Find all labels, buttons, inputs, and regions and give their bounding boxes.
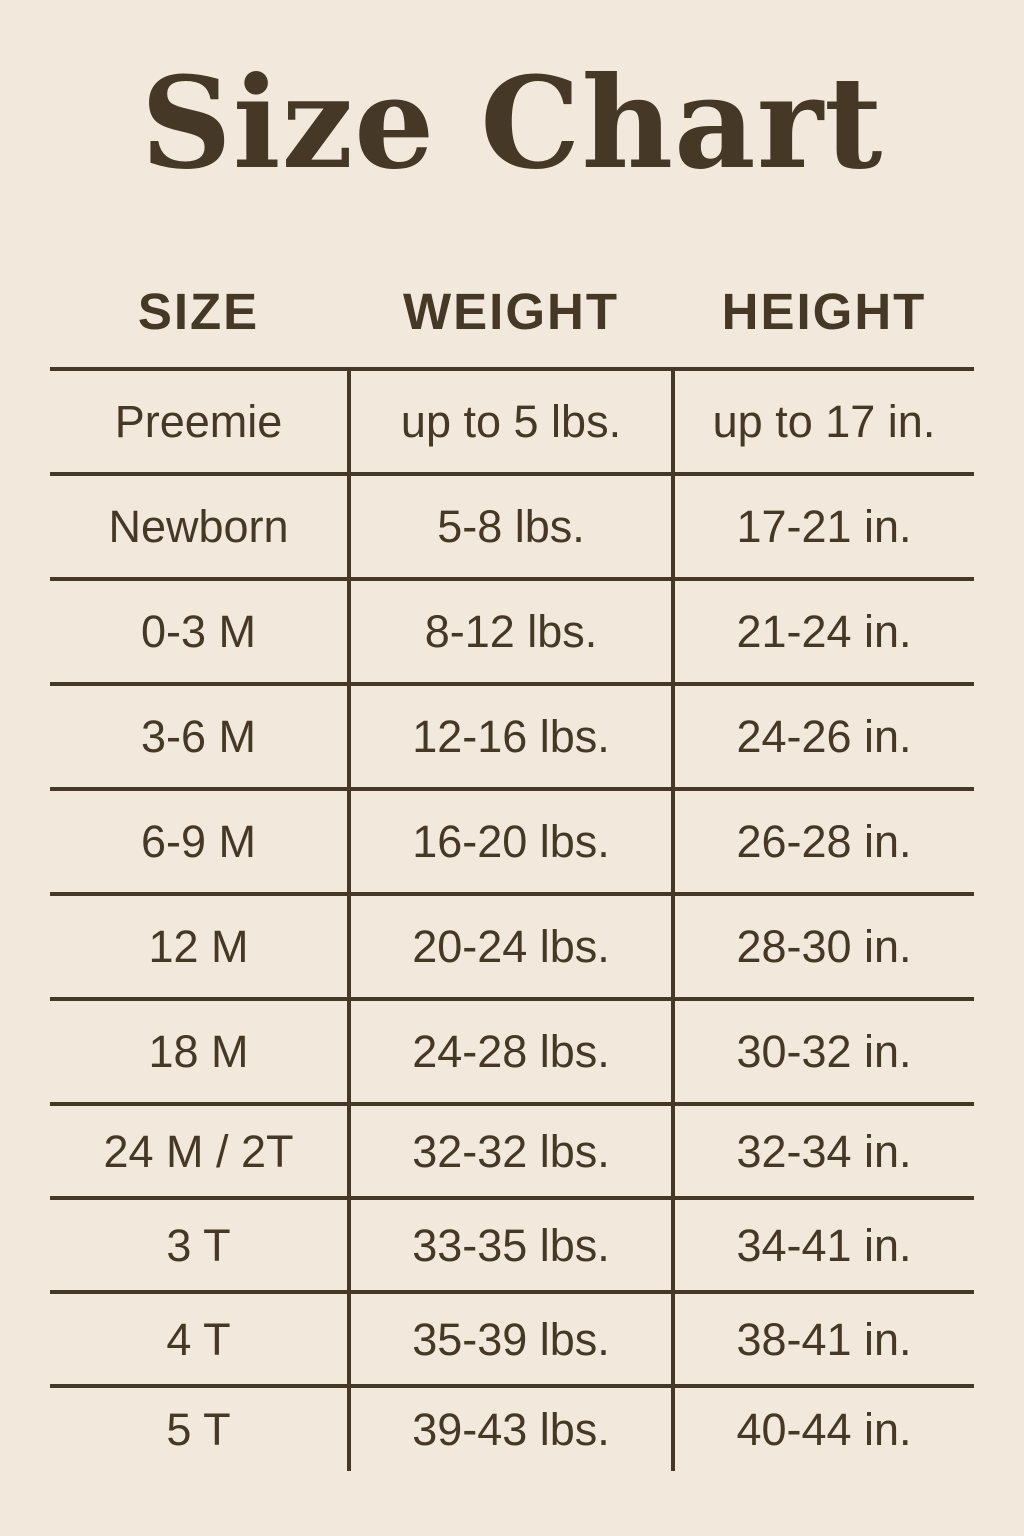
cell-size: 12 M — [148, 921, 249, 973]
table-row — [50, 1200, 974, 1294]
page-title: Size Chart — [140, 49, 884, 197]
table-row — [50, 686, 974, 791]
table-row — [50, 896, 974, 1001]
cell-weight: up to 5 lbs. — [347, 371, 675, 472]
table-row — [50, 476, 974, 581]
column-header-size: SIZE — [137, 283, 260, 341]
table-row — [50, 1388, 974, 1471]
column-header-height: HEIGHT — [721, 283, 927, 341]
cell-weight: 20-24 lbs. — [347, 896, 675, 997]
cell-size: 3-6 M — [140, 711, 257, 763]
cell-height: 38-41 in. — [736, 1313, 912, 1365]
cell-size: 4 T — [166, 1313, 231, 1365]
cell-weight: 33-35 lbs. — [347, 1200, 675, 1290]
cell-size: 5 T — [166, 1404, 231, 1456]
cell-weight: 5-8 lbs. — [347, 476, 675, 577]
cell-size: Newborn — [108, 501, 289, 553]
cell-size: 18 M — [148, 1026, 249, 1078]
cell-height: 28-30 in. — [736, 921, 912, 973]
cell-height: 17-21 in. — [736, 501, 912, 553]
cell-height: up to 17 in. — [712, 396, 936, 448]
size-table — [50, 194, 974, 1471]
cell-weight: 32-32 lbs. — [347, 1106, 675, 1196]
cell-weight: 35-39 lbs. — [347, 1294, 675, 1384]
table-body — [50, 367, 974, 1471]
cell-height: 26-28 in. — [736, 816, 912, 868]
cell-weight: 24-28 lbs. — [347, 1001, 675, 1102]
cell-height: 24-26 in. — [736, 711, 912, 763]
table-row — [50, 581, 974, 686]
cell-weight: 39-43 lbs. — [347, 1388, 675, 1471]
cell-height: 21-24 in. — [736, 606, 912, 658]
cell-weight: 12-16 lbs. — [347, 686, 675, 787]
table-header-row — [50, 194, 974, 367]
column-header-weight: WEIGHT — [403, 283, 619, 341]
cell-height: 34-41 in. — [736, 1219, 912, 1271]
cell-weight: 8-12 lbs. — [347, 581, 675, 682]
cell-height: 30-32 in. — [736, 1026, 912, 1078]
cell-size: 6-9 M — [140, 816, 257, 868]
cell-size: 0-3 M — [140, 606, 257, 658]
table-row — [50, 1001, 974, 1106]
table-row — [50, 1294, 974, 1388]
cell-height: 40-44 in. — [736, 1404, 912, 1456]
table-row — [50, 791, 974, 896]
table-row — [50, 1106, 974, 1200]
cell-size: Preemie — [114, 396, 283, 448]
cell-height: 32-34 in. — [736, 1125, 912, 1177]
cell-size: 24 M / 2T — [103, 1125, 294, 1177]
table-row — [50, 371, 974, 476]
cell-weight: 16-20 lbs. — [347, 791, 675, 892]
cell-size: 3 T — [166, 1219, 231, 1271]
